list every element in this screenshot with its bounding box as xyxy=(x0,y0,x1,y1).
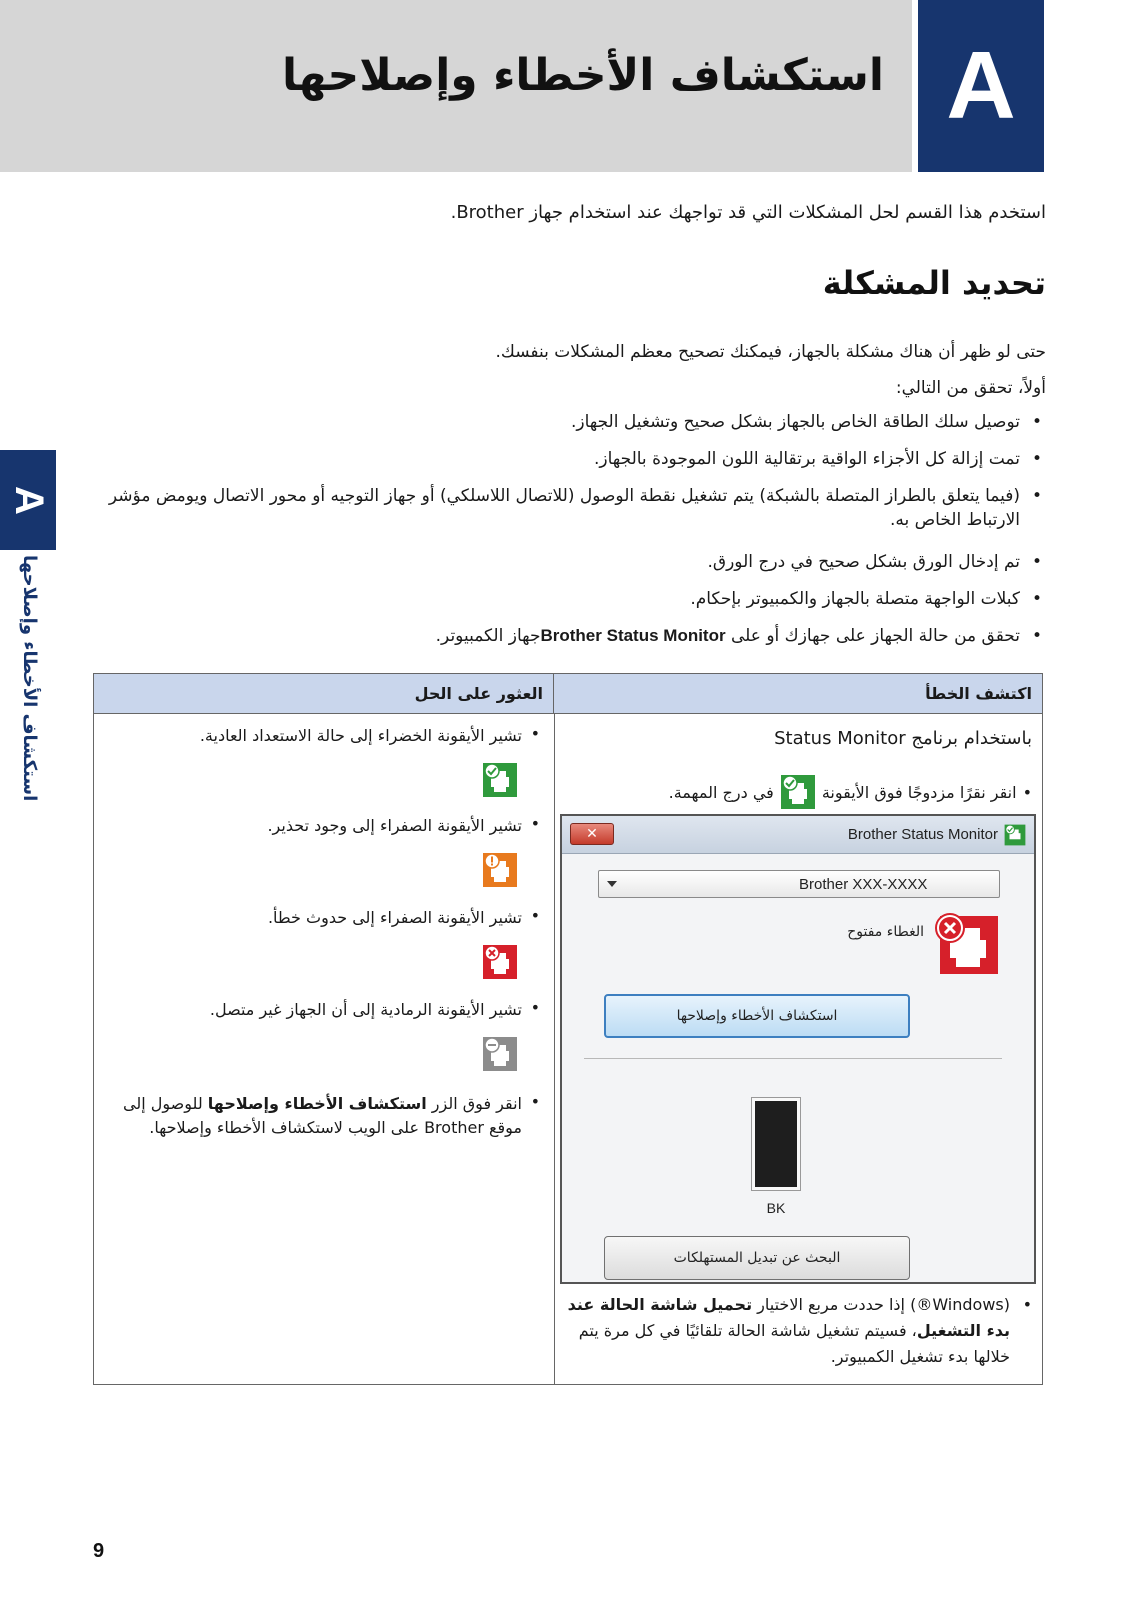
solution-item: • تشير الأيقونة الصفراء إلى حدوث خطأ. xyxy=(267,906,540,927)
printer-error-icon xyxy=(482,944,518,980)
list-item: • توصيل سلك الطاقة الخاص بالجهاز بشكل صحيح وتشغيل الجهاز. xyxy=(106,410,1046,434)
header-diagnose: اكتشف الخطأ xyxy=(554,674,1042,714)
chapter-marker: A xyxy=(918,0,1044,172)
paragraph-2: أولاً، تحقق من التالي: xyxy=(895,378,1046,398)
supplies-button[interactable]: البحث عن تبديل المستهلكات xyxy=(604,1236,910,1280)
side-tab-letter: A xyxy=(6,485,51,515)
divider xyxy=(584,1058,1002,1059)
ink-label: BK xyxy=(766,1200,786,1216)
printer-ready-icon xyxy=(1004,824,1026,846)
list-item: • كبلات الواجهة متصلة بالجهاز والكمبيوتر بإحكام. xyxy=(106,587,1046,611)
intro-text: استخدم هذا القسم لحل المشكلات التي قد تواجهك عند استخدام جهاز Brother. xyxy=(450,202,1046,223)
diagnose-heading: باستخدام برنامج Status Monitor xyxy=(774,728,1032,749)
printer-offline-icon xyxy=(482,1036,518,1072)
solution-item: • تشير الأيقونة الخضراء إلى حالة الاستعداد العادية. xyxy=(199,724,540,745)
side-tab xyxy=(0,450,56,550)
section-title: تحديد المشكلة xyxy=(822,264,1046,302)
diagnose-bullet: • انقر نقرًا مزدوجًا فوق الأيقونة في درج المهمة. xyxy=(669,774,1032,810)
list-item: • تحقق من حالة الجهاز على جهازك أو على Brother Status Monitorجهاز الكمبيوتر. xyxy=(106,624,1046,648)
page-number: 9 xyxy=(93,1540,105,1562)
solution-item: • تشير الأيقونة الصفراء إلى وجود تحذير. xyxy=(267,814,540,835)
status-text: الغطاء مفتوح xyxy=(847,924,924,940)
page-title: استكشاف الأخطاء وإصلاحها xyxy=(281,50,884,101)
window-title: Brother Status Monitor xyxy=(847,826,998,843)
ink-level-bar xyxy=(752,1098,800,1190)
solution-item: • انقر فوق الزر استكشاف الأخطاء وإصلاحها للوصول إلى موقع Brother على الويب لاستكشاف الأخطاء وإصلاحها. xyxy=(123,1092,540,1137)
close-button[interactable]: ✕ xyxy=(570,823,614,845)
solution-item: • تشير الأيقونة الرمادية إلى أن الجهاز غير متصل. xyxy=(209,998,540,1019)
model-select[interactable] xyxy=(598,870,1000,898)
troubleshoot-button[interactable]: استكشاف الأخطاء وإصلاحها xyxy=(604,994,910,1038)
header-solution: العثور على الحل xyxy=(94,674,554,714)
status-monitor-window xyxy=(560,814,1036,1284)
window-titlebar xyxy=(562,816,1034,854)
troubleshoot-table xyxy=(93,673,1043,1385)
troubleshoot-button-ref: استكشاف الأخطاء وإصلاحها xyxy=(207,1094,427,1113)
chevron-down-icon xyxy=(607,881,617,887)
list-item: • تم إدخال الورق بشكل صحيح في درج الورق. xyxy=(106,550,1046,574)
list-item: • (فيما يتعلق بالطراز المتصلة بالشبكة) يتم تشغيل نقطة الوصول (للاتصال اللاسلكي) أو جهاز التوجيه أو محور الاتصال ويومض مؤشر الارتباط الخاص به. xyxy=(106,484,1046,532)
list-item: • تمت إزالة كل الأجزاء الواقية برتقالية اللون الموجودة بالجهاز. xyxy=(106,447,1046,471)
startup-checkbox-ref: تحميل شاشة الحالة عند بدء التشغيل xyxy=(567,1295,1010,1340)
model-select-value: Brother XXX-XXXX xyxy=(799,876,928,893)
status-monitor-name: Brother Status Monitor xyxy=(540,626,726,645)
printer-warning-icon xyxy=(482,852,518,888)
diagnose-column xyxy=(554,714,1042,1384)
printer-ready-icon xyxy=(482,762,518,798)
solution-column xyxy=(94,714,554,1384)
paragraph-1: حتى لو ظهر أن هناك مشكلة بالجهاز، فيمكنك تصحيح معظم المشكلات بنفسك. xyxy=(495,342,1046,362)
checklist xyxy=(106,410,1046,661)
printer-error-icon xyxy=(934,912,1002,980)
windows-note: • (Windows®) إذا حددت مربع الاختيار تحميل شاشة الحالة عند بدء التشغيل، فسيتم تشغيل شاشة الحالة تلقائيًا في كل مرة يتم خلالها بدء تشغيل الكمبيوتر. xyxy=(567,1295,1032,1366)
printer-ready-icon xyxy=(780,774,816,810)
